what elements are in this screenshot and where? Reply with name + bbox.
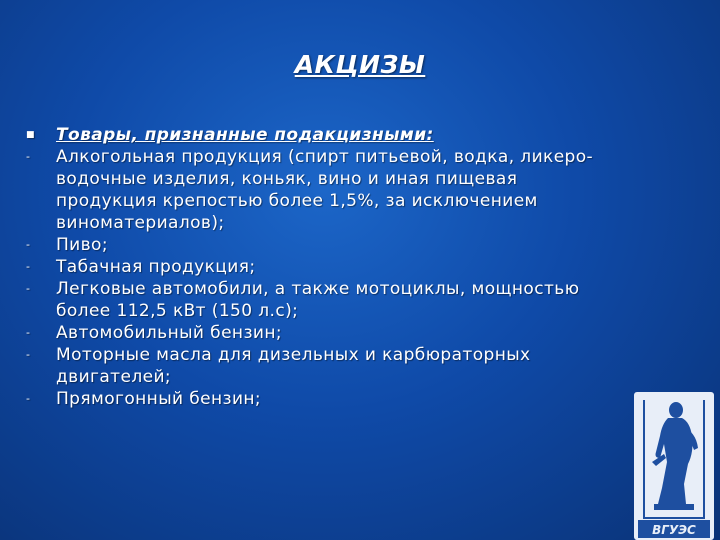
list-item-text: Моторные масла для дизельных и карбюраторных двигателей;	[56, 345, 531, 387]
list-item	[26, 146, 606, 234]
list-item-text: Табачная продукция;	[56, 257, 256, 277]
list-item	[26, 388, 606, 410]
list-item	[26, 344, 606, 388]
dash-bullet-icon: -	[26, 326, 31, 339]
list-item	[26, 234, 606, 256]
dash-bullet-icon: -	[26, 392, 31, 405]
statue-logo-icon	[634, 392, 714, 540]
slide-title: АКЦИЗЫ	[294, 50, 426, 79]
list-item	[26, 278, 606, 322]
list-item-text: Автомобильный бензин;	[56, 323, 282, 343]
dash-bullet-icon: -	[26, 260, 31, 273]
list-item	[26, 322, 606, 344]
bullet-list	[26, 124, 606, 410]
list-heading: Товары, признанные подакцизными:	[56, 125, 434, 145]
university-logo	[634, 392, 714, 540]
dash-bullet-icon: -	[26, 150, 31, 163]
list-item	[26, 256, 606, 278]
square-bullet-icon: ■	[26, 130, 35, 140]
list-heading-row	[26, 124, 606, 146]
list-item-text: Алкогольная продукция (спирт питьевой, водка, ликеро- водочные изделия, коньяк, вино и иная пищевая продукция крепостью более 1,5%, за исключением виноматериалов);	[56, 147, 594, 233]
list-item-text: Легковые автомобили, а также мотоциклы, мощностью более 112,5 кВт (150 л.с);	[56, 279, 580, 321]
dash-bullet-icon: -	[26, 282, 31, 295]
list-item-text: Пиво;	[56, 235, 108, 255]
dash-bullet-icon: -	[26, 238, 31, 251]
dash-bullet-icon: -	[26, 348, 31, 361]
list-item-text: Прямогонный бензин;	[56, 389, 262, 409]
logo-text: ВГУЭС	[652, 523, 696, 537]
